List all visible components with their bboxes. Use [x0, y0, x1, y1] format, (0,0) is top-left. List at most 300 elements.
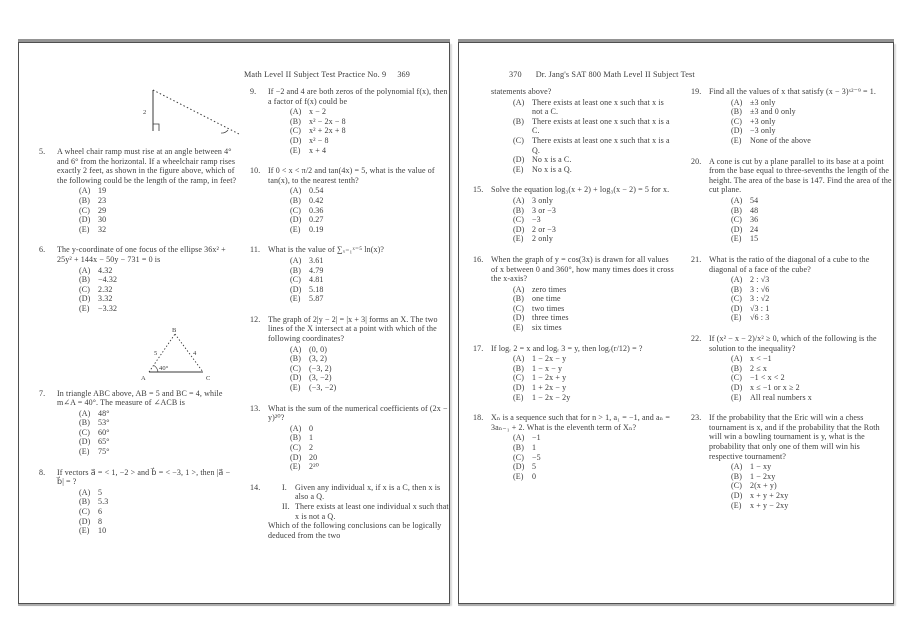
answer-choices	[57, 409, 237, 457]
answer-choice	[57, 428, 237, 438]
choice-label: (D)	[513, 224, 525, 234]
choice-text: 19	[98, 186, 107, 196]
answer-choice	[709, 196, 893, 206]
choice-text: All real numbers x	[750, 392, 812, 402]
choice-label: (C)	[731, 215, 743, 225]
question-text: What is the ratio of the diagonal of a cube to the diagonal of a face of the cube?	[709, 254, 870, 274]
question-text: The graph of 2|y − 2| = |x + 3| forms an X. The two lines of the X intersect at a point with which of the following coordinates?	[268, 314, 438, 344]
choice-text: 0.36	[309, 205, 324, 215]
answer-choice	[709, 275, 893, 285]
choice-text: 15	[750, 234, 759, 244]
question-text: If the probability that the Eric will win a chess tournament is x, and if the probability that the Roth will win a bowling tournament is y, what is the probability that only one of them will win his respective tournament?	[709, 413, 880, 461]
choice-text: −3 only	[750, 126, 776, 136]
answer-choice	[57, 517, 237, 527]
choice-text: 1 − 2xy	[750, 471, 776, 481]
choice-text: x² − 2x − 8	[309, 116, 346, 126]
choice-text: −3.32	[98, 303, 118, 313]
choice-text: 48°	[98, 408, 110, 418]
roman-numeral-text: There exists at least one individual x such that x is not a Q.	[295, 501, 449, 521]
answer-choices	[491, 196, 675, 244]
choice-label: (A)	[290, 423, 302, 433]
choice-text: 36	[750, 215, 759, 225]
answer-choices	[491, 433, 675, 481]
answer-choices	[268, 107, 452, 155]
choice-text: −5	[532, 452, 541, 462]
answer-choice	[268, 136, 452, 146]
choice-label: (D)	[731, 126, 743, 136]
page-right-header	[509, 70, 695, 79]
ramp-right-angle-mark	[153, 124, 159, 131]
question-number: 9.	[250, 87, 257, 96]
question-number: 20.	[691, 156, 702, 166]
question-17	[473, 344, 675, 403]
choice-text: 1 − 2x + y	[532, 373, 567, 383]
choice-text: 5	[532, 462, 537, 472]
choice-text: 4.79	[309, 265, 324, 275]
choice-label: (E)	[513, 471, 524, 481]
question-22	[691, 334, 893, 402]
choice-text: 3 : √2	[750, 294, 770, 304]
answer-choice	[491, 165, 675, 175]
question-number: 11.	[250, 245, 261, 255]
choice-text: 8	[98, 516, 103, 526]
choice-label: (C)	[513, 303, 525, 313]
choice-text: x ≤ −1 or x ≥ 2	[750, 383, 800, 393]
choice-label: (B)	[731, 363, 743, 373]
triangle-vertex-c-label: C	[206, 374, 211, 382]
choice-label: (A)	[731, 462, 743, 472]
choice-label: (C)	[513, 215, 525, 225]
choice-text: 4.81	[309, 275, 324, 285]
choice-label: (D)	[513, 313, 525, 323]
answer-choices	[268, 256, 452, 304]
answer-choice	[709, 304, 893, 314]
choice-label: (D)	[731, 490, 743, 500]
answer-choices	[268, 345, 452, 393]
answer-choice	[268, 433, 452, 443]
choice-text: −3	[532, 215, 541, 225]
answer-choice	[57, 215, 237, 225]
question-13	[250, 404, 452, 472]
choice-label: (A)	[79, 265, 91, 275]
answer-choice	[57, 196, 237, 206]
choice-label: (C)	[513, 452, 525, 462]
choice-label: (E)	[290, 224, 301, 234]
choice-label: (E)	[731, 392, 742, 402]
answer-choice	[268, 196, 452, 206]
question-number: 23.	[691, 413, 702, 423]
choice-label: (E)	[290, 145, 301, 155]
choice-text: (3, −2)	[309, 373, 332, 383]
answer-choice	[709, 107, 893, 117]
answer-choice	[268, 225, 452, 235]
question-text: The y-coordinate of one focus of the ellipse 36x² + 25y² + 144x − 50y − 731 = 0 is	[57, 245, 226, 264]
roman-numeral-item	[268, 483, 452, 502]
choice-text: 32	[98, 224, 107, 234]
answer-choice	[709, 481, 893, 491]
choice-label: (B)	[79, 497, 91, 507]
question-number: 12.	[250, 314, 261, 324]
answer-choice	[57, 418, 237, 428]
question-text: If (x² − x − 2)/x² ≥ 0, which of the following is the solution to the inequality?	[709, 334, 877, 353]
answer-choice	[57, 225, 237, 235]
answer-choices	[491, 98, 675, 175]
answer-choice	[491, 234, 675, 244]
choice-text: 53°	[98, 418, 110, 428]
choice-label: (A)	[731, 97, 743, 107]
question-text: When the graph of y = cos(3x) is drawn for all values of x between 0 and 360°, how many times does it cross the x-axis?	[491, 254, 674, 284]
answer-choice	[491, 136, 675, 155]
choice-text: −1	[532, 433, 541, 443]
choice-text: two times	[532, 303, 565, 313]
choice-text: 1 + 2x − y	[532, 383, 567, 393]
answer-choice	[491, 225, 675, 235]
choice-label: (A)	[513, 284, 525, 294]
question-number: 22.	[691, 334, 702, 344]
answer-choice	[57, 437, 237, 447]
left-page-number: 369	[397, 70, 411, 79]
choice-text: 0	[309, 423, 314, 433]
choice-text: 0.54	[309, 186, 324, 196]
choice-text: x + y + 2xy	[750, 490, 789, 500]
answer-choice	[491, 373, 675, 383]
answer-choice	[57, 206, 237, 216]
choice-label: (C)	[290, 275, 302, 285]
choice-label: (C)	[290, 205, 302, 215]
question-18	[473, 413, 675, 481]
choice-text: −4.32	[98, 275, 118, 285]
question-text: If −2 and 4 are both zeros of the polynomial f(x), then a factor of f(x) could be	[268, 87, 448, 106]
choice-label: (A)	[731, 354, 743, 364]
answer-choice	[709, 206, 893, 216]
right-page-number: 370	[509, 70, 522, 79]
choice-text: 10	[98, 526, 107, 536]
choice-label: (C)	[731, 373, 743, 383]
question-16	[473, 255, 675, 333]
choice-text: six times	[532, 323, 562, 333]
answer-choices	[709, 354, 893, 402]
answer-choice	[491, 155, 675, 165]
question-text: Xₙ is a sequence such that for n > 1, a₁ = −1, and aₙ = 3aₙ₋₁ + 2. What is the eleventh term of Xₙ?	[491, 413, 670, 432]
choice-text: 0.19	[309, 224, 324, 234]
answer-choice	[57, 285, 237, 295]
answer-choice	[268, 424, 452, 434]
choice-label: (E)	[513, 164, 524, 174]
question-14	[250, 483, 452, 541]
choice-text: 5	[98, 487, 103, 497]
answer-choice	[57, 304, 237, 314]
answer-choice	[709, 225, 893, 235]
question-text: What is the value of ∑ₓ₌₁ˣ⁼⁵ ln(x)?	[268, 245, 385, 255]
choice-label: (B)	[290, 354, 302, 364]
answer-choice	[709, 215, 893, 225]
answer-choice	[491, 472, 675, 482]
choice-text: 3.61	[309, 255, 324, 265]
choice-text: 23	[98, 195, 107, 205]
answer-choice	[709, 98, 893, 108]
choice-text: 29	[98, 205, 107, 215]
answer-choice	[709, 364, 893, 374]
choice-text: x² + 2x + 8	[309, 126, 346, 136]
answer-choice	[491, 117, 675, 136]
choice-label: (E)	[79, 447, 90, 457]
choice-text: 65°	[98, 437, 110, 447]
wheelchair-ramp-figure	[111, 85, 237, 139]
question-text: In triangle ABC above, AB = 5 and BC = 4, while m∠A = 40°. The measure of ∠ACB is	[57, 388, 223, 408]
choice-text: 60°	[98, 427, 110, 437]
question-7	[39, 389, 237, 457]
choice-label: (D)	[79, 437, 91, 447]
answer-choice	[491, 443, 675, 453]
triangle-angle-a-label: 40°	[159, 364, 169, 372]
choice-label: (A)	[79, 408, 91, 418]
choice-text: 2.32	[98, 284, 113, 294]
answer-choice	[268, 275, 452, 285]
question-number: 6.	[39, 245, 46, 255]
choice-label: (A)	[513, 433, 525, 443]
choice-text: x + 4	[309, 145, 327, 155]
choice-text: x + y − 2xy	[750, 500, 789, 510]
choice-label: (E)	[513, 323, 524, 333]
choice-text: (−3, −2)	[309, 383, 337, 393]
ramp-angle-arc	[221, 130, 228, 133]
choice-text: There exists at least one x such that x is not a C.	[532, 97, 664, 117]
answer-choices	[268, 186, 452, 234]
answer-choice	[709, 126, 893, 136]
choice-label: (E)	[290, 462, 301, 472]
choice-text: +3 only	[750, 116, 776, 126]
right-column-2	[691, 87, 893, 521]
answer-choices	[709, 196, 893, 244]
choice-label: (D)	[513, 155, 525, 165]
answer-choice	[268, 383, 452, 393]
choice-text: 2²⁰	[309, 462, 319, 472]
choice-label: (E)	[79, 526, 90, 536]
question-number: 17.	[473, 343, 484, 353]
choice-text: 1 − 2x − 2y	[532, 392, 571, 402]
choice-text: ±3 and 0 only	[750, 107, 796, 117]
right-header-title: Dr. Jang's SAT 800 Math Level II Subject Test	[535, 70, 695, 79]
choice-text: There exists at least one x such that x is a Q.	[532, 135, 670, 155]
choice-text: 0	[532, 471, 537, 481]
answer-choice	[57, 294, 237, 304]
answer-choice	[57, 497, 237, 507]
triangle-vertex-a-label: A	[141, 374, 146, 382]
choice-text: 1	[532, 443, 537, 452]
choice-text: 30	[98, 215, 107, 225]
answer-choice	[268, 364, 452, 374]
choice-label: (A)	[79, 186, 91, 196]
question-number: 8.	[39, 467, 46, 477]
page-left	[18, 42, 450, 604]
left-header-title: Math Level II Subject Test Practice No. 9	[244, 70, 387, 79]
choice-text: 20	[309, 452, 318, 462]
choice-label: (D)	[731, 224, 743, 234]
answer-choice	[491, 364, 675, 374]
question-6	[39, 245, 237, 313]
choice-label: (B)	[290, 265, 302, 275]
answer-choice	[491, 196, 675, 206]
answer-choice	[268, 462, 452, 472]
question-number: 7.	[39, 388, 46, 398]
question-text: What is the sum of the numerical coefficients of (2x − y)²⁰?	[268, 403, 448, 423]
question-number: 13.	[250, 403, 261, 413]
choice-text: 1 − x − y	[532, 363, 563, 373]
answer-choice	[268, 285, 452, 295]
choice-label: (A)	[290, 344, 302, 354]
choice-text: 1 − 2x − y	[532, 354, 567, 364]
choice-label: (E)	[290, 383, 301, 393]
answer-choices	[491, 354, 675, 402]
left-column-2	[250, 87, 452, 551]
choice-text: 3 : √6	[750, 284, 770, 294]
answer-choice	[491, 313, 675, 323]
choice-text: 5.3	[98, 497, 109, 507]
answer-choice	[709, 117, 893, 127]
answer-choice	[268, 373, 452, 383]
choice-label: (E)	[513, 234, 524, 244]
choice-label: (D)	[79, 516, 91, 526]
choice-label: (C)	[79, 507, 91, 517]
choice-label: (D)	[513, 462, 525, 472]
question-15	[473, 185, 675, 244]
choice-text: x² − 8	[309, 135, 329, 145]
choice-label: (B)	[513, 294, 525, 304]
answer-choice	[491, 323, 675, 333]
choice-text: 2(x + y)	[750, 481, 777, 491]
choice-text: 1 − xy	[750, 462, 772, 472]
answer-choices	[57, 488, 237, 536]
ramp-hypotenuse-dotted-line	[153, 90, 239, 134]
question-number: 15.	[473, 185, 484, 195]
answer-choices	[57, 186, 237, 234]
choice-label: (D)	[290, 452, 302, 462]
question-text: If logᵣ 2 = x and logᵣ 3 = y, then logᵣ(r/12) = ?	[491, 343, 643, 353]
choice-label: (D)	[513, 383, 525, 393]
answer-choice	[709, 501, 893, 511]
choice-label: (B)	[79, 195, 91, 205]
choice-label: (E)	[290, 294, 301, 304]
choice-label: (B)	[731, 284, 743, 294]
answer-choice	[57, 186, 237, 196]
choice-text: 3 only	[532, 195, 553, 205]
triangle-angle-a-arc	[154, 365, 158, 372]
answer-choice	[491, 433, 675, 443]
choice-label: (A)	[731, 275, 743, 285]
answer-choice	[268, 117, 452, 127]
choice-label: (B)	[513, 363, 525, 373]
answer-choices	[709, 98, 893, 146]
question-text: Which of the following conclusions can be logically deduced from the two	[268, 521, 442, 540]
answer-choice	[709, 354, 893, 364]
choice-text: (3, 2)	[309, 354, 328, 364]
choice-text: None of the above	[750, 135, 811, 145]
answer-choice	[709, 136, 893, 146]
answer-choice	[709, 285, 893, 295]
choice-text: 2	[309, 443, 314, 452]
ramp-height-label: 2	[143, 109, 147, 116]
choice-text: 48	[750, 205, 759, 215]
choice-text: 0.42	[309, 195, 324, 205]
question-text: If 0 < x < π/2 and tan(4x) = 5, what is the value of tan(x), to the nearest tenth?	[268, 166, 435, 185]
choice-label: (B)	[290, 116, 302, 126]
answer-choice	[57, 488, 237, 498]
triangle-side-bc-length-label: 4	[193, 349, 197, 357]
choice-label: (B)	[731, 205, 743, 215]
choice-label: (A)	[290, 255, 302, 265]
question-20	[691, 157, 893, 244]
question-14-continued	[473, 87, 675, 174]
triangle-abc-figure	[137, 325, 237, 383]
question-9	[250, 87, 452, 155]
right-column-1	[473, 87, 675, 492]
answer-choice	[268, 146, 452, 156]
choice-text: 24	[750, 224, 759, 234]
answer-choice	[709, 294, 893, 304]
choice-text: No x is a Q.	[532, 164, 572, 174]
choice-label: (E)	[731, 234, 742, 244]
choice-label: (C)	[290, 443, 302, 452]
answer-choice	[709, 383, 893, 393]
choice-label: (A)	[513, 354, 525, 364]
choice-label: (A)	[513, 195, 525, 205]
question-21	[691, 255, 893, 323]
answer-choice	[491, 453, 675, 463]
question-number: 21.	[691, 254, 702, 264]
choice-text: 54	[750, 195, 759, 205]
question-8	[39, 468, 237, 536]
choice-text: √3 : 1	[750, 303, 770, 313]
choice-label: (A)	[731, 195, 743, 205]
answer-choice	[268, 354, 452, 364]
choice-label: (A)	[290, 107, 302, 117]
choice-label: (B)	[79, 418, 91, 428]
choice-label: (A)	[513, 97, 525, 107]
choice-text: three times	[532, 313, 569, 323]
choice-label: (D)	[79, 294, 91, 304]
question-text: statements above?	[491, 87, 552, 96]
answer-choice	[491, 285, 675, 295]
choice-text: 2 or −3	[532, 224, 557, 234]
question-number: 18.	[473, 413, 484, 423]
question-text: A wheel chair ramp must rise at an angle between 4° and 6° from the horizontal. If a wheelchair ramp rises exactly 2 feet, as shown in the figure above, which of the following could be the length of the ramp, in feet?	[57, 147, 237, 185]
roman-numeral-label: II.	[282, 501, 290, 511]
question-text: Solve the equation log₃(x + 2) + log₃(x − 2) = 5 for x.	[491, 185, 670, 195]
choice-text: one time	[532, 294, 561, 304]
choice-text: (−3, 2)	[309, 363, 332, 373]
answer-choice	[57, 507, 237, 517]
question-number: 10.	[250, 166, 261, 176]
choice-label: (A)	[79, 487, 91, 497]
answer-choices	[57, 266, 237, 314]
choice-text: 5.18	[309, 284, 324, 294]
question-number	[473, 87, 491, 174]
question-number: 5.	[39, 147, 46, 156]
choice-label: (B)	[290, 433, 302, 443]
choice-label: (E)	[79, 224, 90, 234]
choice-text: 75°	[98, 447, 110, 457]
choice-label: (A)	[290, 186, 302, 196]
roman-numeral-text: Given any individual x, if x is a C, then x is also a Q.	[295, 482, 441, 502]
question-12	[250, 315, 452, 393]
left-column-1	[39, 83, 237, 547]
answer-choice	[57, 447, 237, 457]
choice-label: (B)	[513, 205, 525, 215]
choice-text: 3 or −3	[532, 205, 557, 215]
choice-label: (D)	[731, 303, 743, 313]
choice-label: (D)	[290, 135, 302, 145]
choice-text: 6	[98, 507, 103, 517]
